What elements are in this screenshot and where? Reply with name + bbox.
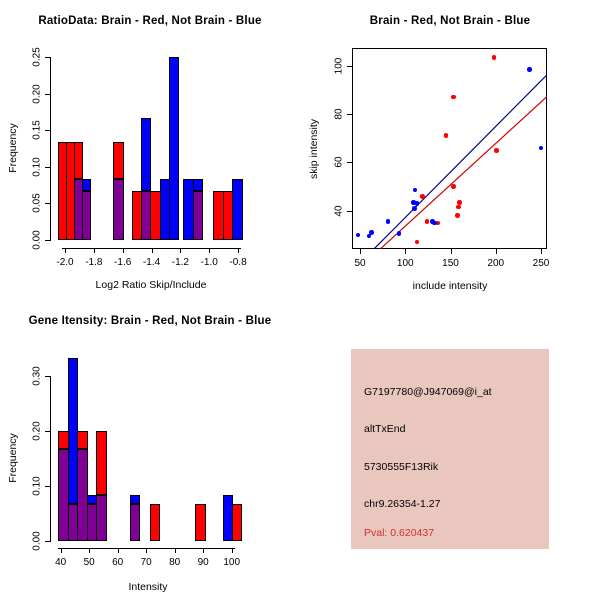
y-tick-mark (45, 486, 50, 487)
scatter-point-blue (412, 206, 417, 211)
x-tick-label: 250 (532, 258, 550, 270)
x-tick-mark (65, 248, 66, 253)
hist-bar-red (74, 142, 83, 179)
y-tick-label: 0.30 (31, 366, 43, 386)
scatter-point-red (455, 213, 460, 218)
y-tick-mark (45, 57, 50, 58)
info-panel (300, 300, 600, 600)
y-tick-label: 40 (333, 205, 345, 217)
gene-x-axis-label: Intensity (128, 581, 168, 593)
hist-bar-red (77, 431, 87, 449)
regression-line-red (380, 97, 547, 249)
x-tick-mark (360, 249, 361, 254)
y-tick-label: 60 (333, 156, 345, 168)
x-tick-label: 40 (55, 557, 67, 568)
x-tick-label: 100 (396, 258, 414, 270)
y-tick-label: 0.10 (31, 157, 43, 177)
ratio-x-axis-label: Log2 Ratio Skip/Include (95, 279, 207, 291)
gene-intensity-histogram-panel (0, 300, 300, 600)
x-tick-mark (180, 248, 181, 253)
x-tick-label: 200 (487, 258, 505, 270)
y-tick-mark (45, 376, 50, 377)
hist-bar-red (232, 504, 242, 541)
x-tick-label: 100 (223, 557, 241, 568)
x-tick-mark (123, 248, 124, 253)
scatter-point-red (457, 200, 462, 205)
y-tick-label: 0.05 (31, 193, 43, 214)
hist-bar-red (150, 504, 160, 541)
hist-bar-overlap (96, 495, 107, 541)
x-tick-label: 80 (169, 557, 181, 568)
y-tick-label: 0.25 (31, 47, 43, 67)
y-tick-label: 100 (333, 57, 345, 75)
scatter-point-red (451, 95, 456, 100)
y-tick-label: 80 (333, 108, 345, 120)
x-tick-mark (152, 248, 153, 253)
hist-bar-blue (130, 495, 140, 504)
hist-bar-blue (82, 179, 91, 191)
x-tick-label: -1.0 (200, 257, 218, 268)
x-tick-mark (175, 548, 176, 553)
y-tick-mark (45, 541, 50, 542)
chromosome-location-text: chr9.26354-1.27 (364, 498, 441, 510)
y-tick-mark (45, 203, 50, 204)
y-tick-label: 0.15 (31, 120, 43, 140)
ratio-y-axis-label: Frequency (7, 123, 19, 173)
event-type-text: altTxEnd (364, 423, 406, 435)
y-tick-label: 0.00 (31, 531, 43, 551)
y-tick-label: 0.10 (31, 476, 43, 496)
scatter-point-red (425, 219, 430, 224)
scatter-x-axis-label: include intensity (412, 280, 488, 292)
x-tick-label: -2.0 (56, 257, 74, 268)
x-tick-label: -0.8 (229, 257, 247, 268)
y-tick-mark (45, 167, 50, 168)
scatter-point-blue (432, 221, 437, 226)
x-tick-mark (94, 248, 95, 253)
x-tick-mark (89, 548, 90, 553)
gene-histogram-title: Gene Itensity: Brain - Red, Not Brain - Blue (28, 315, 272, 327)
scatter-point-blue (369, 230, 374, 235)
x-tick-label: 150 (442, 258, 459, 270)
regression-line-blue (374, 75, 547, 249)
ratio-histogram-title: RatioData: Brain - Red, Not Brain - Blue (38, 15, 262, 27)
x-tick-label: -1.2 (171, 257, 189, 268)
x-tick-label: 50 (354, 258, 366, 270)
x-tick-mark (405, 249, 406, 254)
gene-name-text: 5730555F13Rik (364, 461, 439, 473)
scatter-point-red (420, 194, 425, 199)
y-tick-label: 0.20 (31, 83, 43, 104)
x-tick-label: -1.6 (114, 257, 132, 268)
x-tick-mark (238, 248, 239, 253)
hist-bar-blue (169, 57, 179, 240)
scatter-point-blue (527, 67, 532, 72)
hist-bar-overlap (193, 191, 204, 240)
probe-id-text: G7197780@J947069@i_at (364, 386, 492, 398)
scatter-point-blue (397, 231, 402, 236)
hist-bar-blue (193, 179, 204, 191)
x-tick-mark (496, 249, 497, 254)
y-tick-mark (45, 130, 50, 131)
scatter-point-red (492, 55, 497, 60)
ratio-histogram-panel (0, 0, 300, 300)
scatter-plot-panel (300, 0, 600, 300)
x-tick-mark (451, 249, 452, 254)
x-tick-label: 70 (140, 557, 152, 568)
hist-bar-overlap (82, 191, 91, 240)
scatter-point-red (451, 184, 456, 189)
y-tick-mark (45, 431, 50, 432)
scatter-point-blue (415, 201, 420, 206)
x-tick-mark (232, 548, 233, 553)
hist-bar-blue (141, 118, 151, 191)
hist-bar-red (195, 504, 206, 541)
pval-text: Pval: 0.620437 (364, 527, 435, 539)
y-tick-mark (45, 240, 50, 241)
y-axis (50, 57, 51, 241)
y-tick-mark (45, 94, 50, 95)
hist-bar-overlap (113, 179, 124, 240)
hist-bar-overlap (130, 504, 140, 541)
regression-lines-layer (352, 48, 547, 249)
x-tick-mark (61, 548, 62, 553)
x-tick-label: 90 (197, 557, 209, 568)
x-tick-label: -1.4 (142, 257, 161, 268)
hist-bar-blue (232, 179, 242, 240)
scatter-y-axis-label: skip intensity (308, 118, 320, 180)
x-tick-mark (146, 548, 147, 553)
x-tick-label: 50 (83, 557, 95, 568)
x-tick-mark (203, 548, 204, 553)
scatter-title: Brain - Red, Not Brain - Blue (369, 15, 531, 27)
hist-bar-red (113, 142, 124, 179)
x-tick-mark (209, 248, 210, 253)
probe-info-box (351, 349, 549, 549)
scatter-point-red (494, 148, 499, 153)
x-tick-mark (541, 249, 542, 254)
y-axis (50, 376, 51, 542)
y-tick-label: 0.00 (31, 230, 43, 250)
y-tick-label: 0.20 (31, 421, 43, 441)
hist-bar-red (96, 431, 107, 495)
gene-y-axis-label: Frequency (7, 433, 19, 483)
x-tick-label: 60 (112, 557, 124, 568)
x-tick-mark (118, 548, 119, 553)
x-tick-label: -1.8 (85, 257, 103, 268)
